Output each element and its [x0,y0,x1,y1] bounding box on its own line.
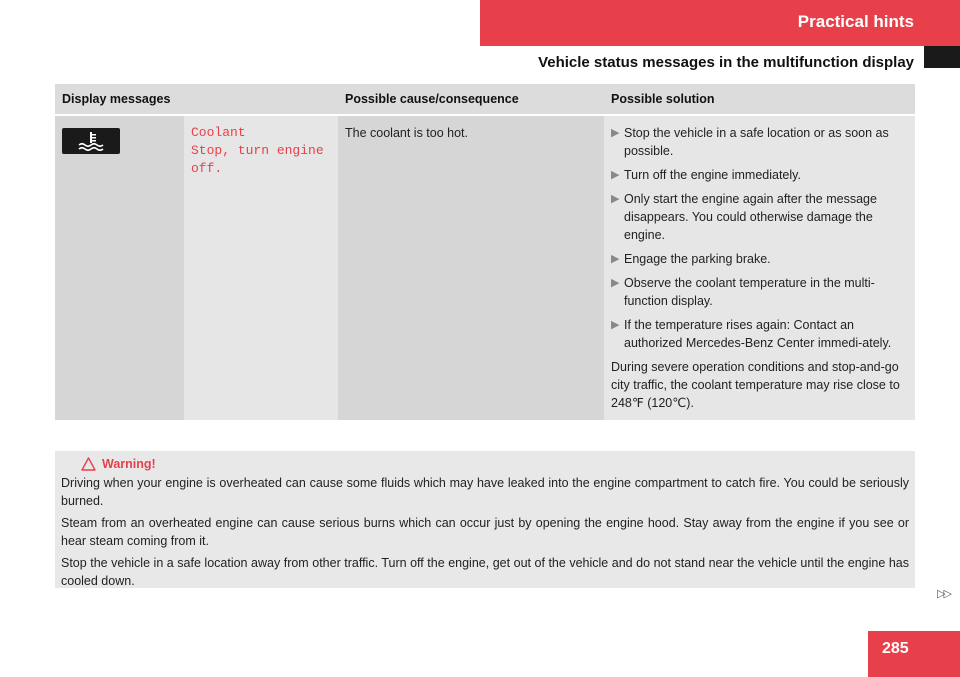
cause-cell [338,115,604,420]
solution-note: During severe operation conditions and stop-and-go city traffic, the coolant temperature may rise close to 248℉ (120℃). [611,360,900,410]
cause-text: The coolant is too hot. [345,126,468,140]
header-possible-cause: Possible cause/consequence [338,84,604,115]
solution-step-text: Observe the coolant temperature in the multi-function display. [624,276,875,308]
warning-heading [81,455,909,473]
step-arrow-icon: ▶ [611,169,620,181]
warning-box [55,451,915,588]
warning-paragraph: Driving when your engine is overheated can cause some fluids which may have leaked into the engine compartment to catch fire. You could be seriously burned. [61,476,909,508]
solution-step [611,274,908,310]
solution-step [611,250,908,268]
warning-title: Warning! [102,457,156,471]
solution-cell [604,115,915,420]
solution-step-text: Engage the parking brake. [624,252,771,266]
solution-step [611,124,908,160]
coolant-temperature-icon [62,128,120,154]
table-header-row [55,84,915,115]
header-possible-solution: Possible solution [604,84,915,115]
step-arrow-icon: ▶ [611,193,620,205]
step-arrow-icon: ▶ [611,277,620,289]
icon-cell [55,115,184,420]
display-message-text: Coolant Stop, turn engine off. [191,125,324,176]
solution-step [611,166,908,184]
page-number: 285 [868,631,960,677]
solution-step [611,190,908,244]
step-arrow-icon: ▶ [611,253,620,265]
thumb-index-mark [924,46,960,68]
solution-step-text: Stop the vehicle in a safe location or as soon as possible. [624,126,889,158]
step-arrow-icon: ▶ [611,127,620,139]
solution-step [611,316,908,352]
step-arrow-icon: ▶ [611,319,620,331]
solution-step-text: Turn off the engine immediately. [624,168,801,182]
warning-paragraph: Steam from an overheated engine can cause serious burns which can occur just by opening the engine hood. Stay away from the engine if you see or hear steam coming from it. [61,516,909,548]
solution-step-text: Only start the engine again after the message disappears. You could otherwise damage the engine. [624,192,877,242]
status-message-table [55,84,915,420]
section-tab [480,0,960,46]
header-display-messages: Display messages [55,84,338,115]
warning-paragraph: Stop the vehicle in a safe location away from other traffic. Turn off the engine, get out of the vehicle and do not stand near the vehicle until the engine has cooled down. [61,556,909,588]
section-title: Practical hints [797,12,914,31]
continued-arrow-icon: ▷▷ [937,588,950,600]
warning-triangle-icon [81,457,96,471]
solution-step-text: If the temperature rises again: Contact an authorized Mercedes-Benz Center immedi-ately. [624,318,892,350]
table-row [55,115,915,420]
display-message-cell [184,115,338,420]
page-subtitle: Vehicle status messages in the multifunction display [538,54,914,71]
